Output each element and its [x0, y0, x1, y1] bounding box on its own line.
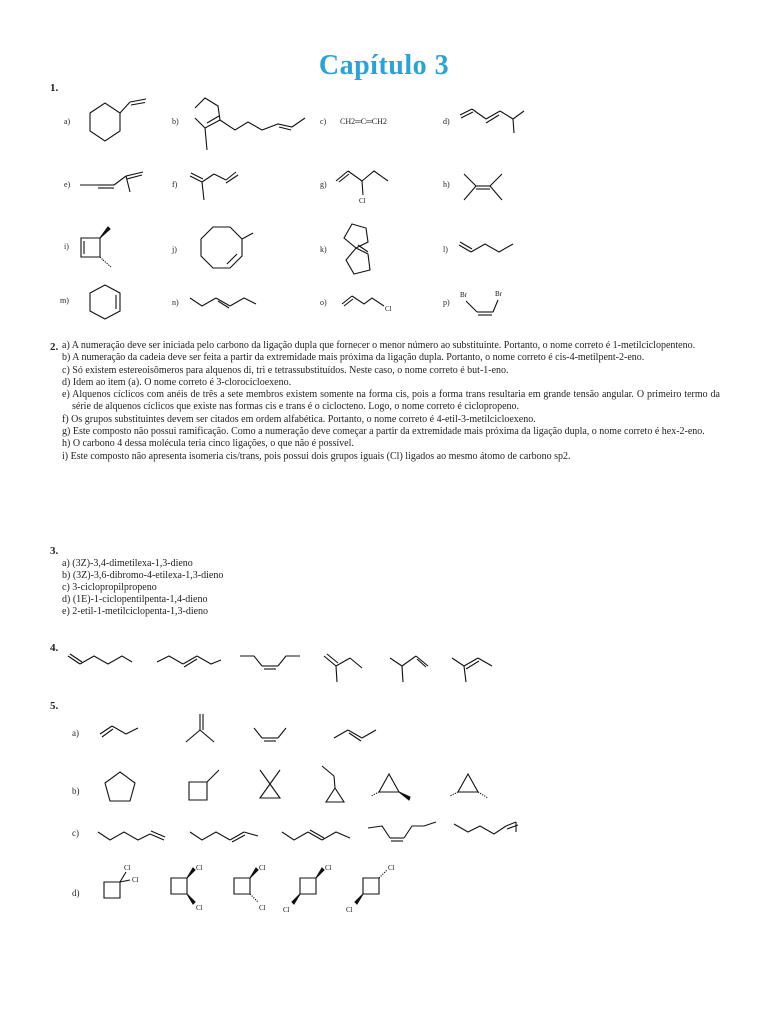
q5-label-b: b)	[72, 786, 80, 796]
q1-label-g: g)	[320, 180, 327, 189]
svg-text:Cl: Cl	[283, 906, 290, 914]
q3-item-b: b) (3Z)-3,6-dibromo-4-etilexa-1,3-dieno	[62, 570, 224, 581]
structure-1b	[190, 92, 315, 154]
q1-label-h: h)	[443, 180, 450, 189]
svg-text:Cl: Cl	[388, 864, 395, 872]
q2-item-i: i) Este composto não apresenta isomeria cis/trans, pois possui dois grupos iguais (Cl) ligados ao mesmo átomo de carbono sp2.	[62, 450, 571, 462]
structure-5d-3	[228, 862, 278, 914]
question-3-number: 3.	[50, 545, 59, 557]
structure-1m	[78, 283, 128, 328]
question-2-answers	[62, 340, 720, 463]
svg-text:Cl: Cl	[325, 864, 332, 872]
chapter-title: Capítulo 3	[318, 50, 450, 81]
q1-label-k: k)	[320, 245, 327, 254]
q1-label-l: l)	[443, 245, 448, 254]
q1-label-d: d)	[443, 117, 450, 126]
structure-4-6	[450, 652, 510, 687]
q1-label-p: p)	[443, 298, 450, 307]
q2-item-c: c) Só existem estereoisômeros para alquenos di, tri e tetrassubstituídos. Neste caso, o nome correto é but-1-eno.	[62, 364, 509, 376]
q2-item-b: b) A numeração da cadeia deve ser feita a partir da extremidade mais próxima da ligação dupla. Portanto, o nome correto é cis-4-metilpent-2-eno.	[62, 352, 645, 364]
q3-item-e: e) 2-etil-1-metilciclopenta-1,3-dieno	[62, 606, 209, 617]
svg-text:Cl: Cl	[259, 864, 266, 872]
question-2-number: 2.	[50, 341, 59, 353]
structure-5a-1	[98, 722, 153, 744]
svg-text:Cl: Cl	[132, 876, 139, 884]
q5-label-d: d)	[72, 888, 80, 898]
q1-label-a: a)	[64, 117, 71, 126]
structure-4-3	[238, 652, 308, 682]
structure-4-2	[155, 652, 225, 677]
structure-1n	[188, 290, 278, 315]
structure-1d	[458, 105, 528, 140]
q1-label-m: m)	[60, 296, 69, 305]
svg-text:Cl: Cl	[359, 197, 366, 205]
structure-1f	[188, 166, 243, 206]
structure-4-5	[388, 652, 443, 687]
structure-1l	[457, 238, 527, 258]
structure-5a-2	[182, 712, 222, 748]
q3-item-d: d) (1E)-1-ciclopentilpenta-1,4-dieno	[62, 594, 208, 605]
structure-1a	[78, 95, 158, 145]
q5-label-a: a)	[72, 728, 79, 738]
q2-item-f: f) Os grupos substituintes devem ser citados em ordem alfabética. Portanto, o nome correto é 4-etil-3-metilcicloexeno.	[62, 413, 536, 425]
question-5-number: 5.	[50, 700, 59, 712]
structure-1g	[334, 165, 394, 210]
q1-label-f: f)	[172, 180, 178, 189]
structure-5d-4	[282, 862, 342, 914]
structure-1p	[455, 288, 515, 320]
svg-text:Cl: Cl	[196, 904, 203, 912]
q1-label-o: o)	[320, 298, 327, 307]
q2-item-g: g) Este composto não possui ramificação. Como a numeração deve começar a partir da extremidade mais próxima da ligação dupla, o nome correto é hex-2-eno.	[62, 426, 705, 438]
structure-1i	[78, 225, 123, 275]
structure-5c-3	[280, 826, 360, 848]
structure-5d-2	[165, 862, 215, 914]
structure-5d-1	[98, 862, 153, 912]
svg-text:Cl: Cl	[124, 864, 131, 872]
structure-4-1	[66, 652, 136, 677]
structure-5b-3	[256, 766, 286, 806]
structure-5c-2	[188, 826, 268, 848]
structure-1h	[460, 170, 510, 210]
structure-5a-3	[252, 724, 297, 746]
q1-label-j: j)	[172, 245, 177, 254]
structure-5c-5	[452, 818, 532, 852]
structure-4-4	[322, 652, 377, 687]
q3-item-c: c) 3-ciclopropilpropeno	[62, 582, 157, 593]
q2-item-d: d) Idem ao item (a). O nome correto é 3-clorocicloexeno.	[62, 376, 292, 388]
svg-text:Cl: Cl	[259, 904, 266, 912]
question-3-answers	[62, 558, 223, 618]
svg-text:Br: Br	[460, 291, 467, 299]
question-4-number: 4.	[50, 642, 59, 654]
q1-label-e: e)	[64, 180, 71, 189]
q2-item-e: e) Alquenos cíclicos com anéis de três a sete membros existem somente na forma cis, pois a forma trans resultaria em grande tensão angular. O primeiro termo da série de alquenos cíclicos que existe nas formas cis e trans é o ciclocteno. Logo, o nome correto é ciclopropeno.	[62, 389, 720, 413]
svg-text:Cl: Cl	[346, 906, 353, 914]
q3-item-a: a) (3Z)-3,4-dimetilexa-1,3-dieno	[62, 558, 193, 569]
svg-text:Cl: Cl	[385, 305, 392, 313]
structure-5c-4	[366, 818, 446, 852]
structure-5d-5	[345, 862, 405, 914]
q2-item-h: h) O carbono 4 dessa molécula teria cinco ligações, o que não é possível.	[62, 438, 354, 450]
structure-5a-4	[332, 724, 382, 746]
structure-5b-4	[318, 764, 353, 809]
svg-text:Br: Br	[495, 290, 502, 298]
structure-5b-6	[448, 770, 493, 805]
q5-label-c: c)	[72, 828, 79, 838]
structure-1j	[200, 224, 255, 279]
q2-item-a: a) A numeração deve ser iniciada pelo carbono da ligação dupla que fornecer o menor número ao substituinte. Portanto, o nome correto é 1-metilciclopenteno.	[62, 340, 696, 351]
structure-1k	[338, 220, 383, 280]
svg-text:Cl: Cl	[196, 864, 203, 872]
q1-label-i: i)	[64, 242, 69, 251]
q1-label-c: c)	[320, 117, 327, 126]
structure-1o	[340, 290, 400, 318]
structure-5b-5	[369, 770, 414, 805]
q1-label-n: n)	[172, 298, 179, 307]
structure-5c-1	[96, 826, 176, 848]
structure-1e	[78, 168, 153, 203]
question-1-number: 1.	[50, 82, 59, 94]
structure-1c-formula: CH2═C═CH2	[340, 117, 387, 126]
structure-5b-2	[186, 766, 226, 806]
q1-label-b: b)	[172, 117, 179, 126]
structure-5b-1	[103, 770, 143, 808]
